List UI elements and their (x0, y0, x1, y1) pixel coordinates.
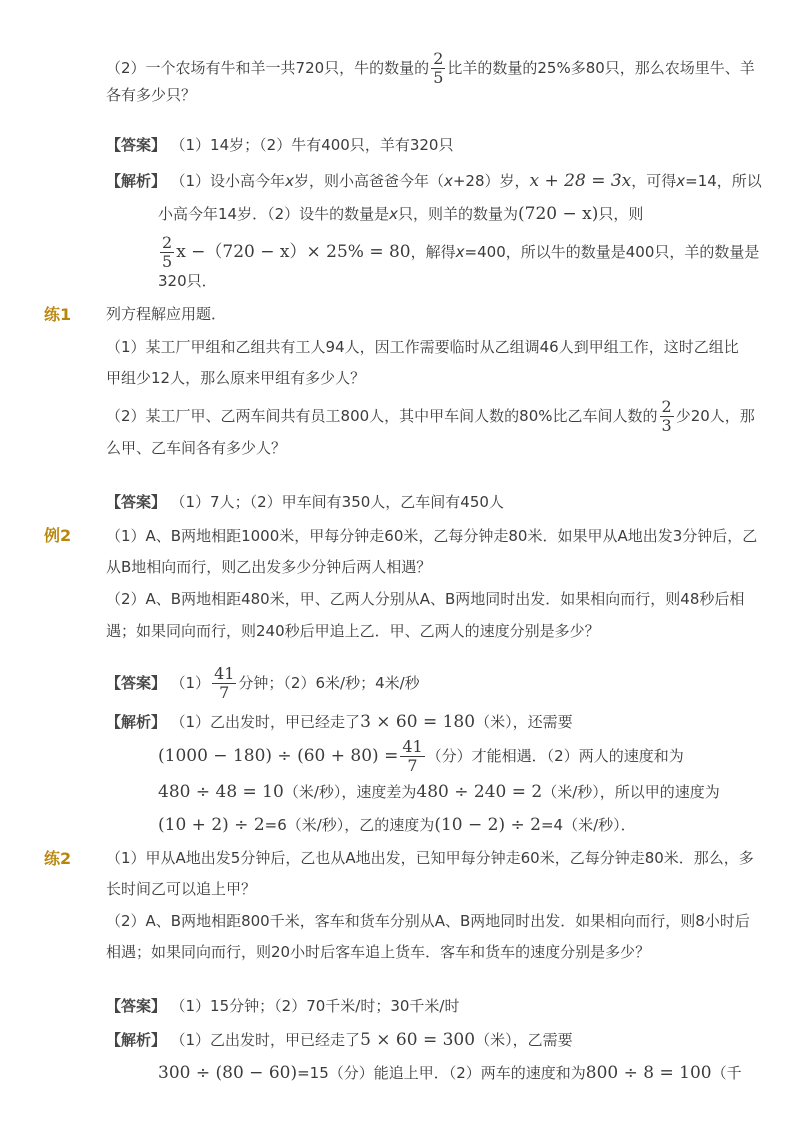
fraction: $\frac{2}{5}$ (433, 49, 444, 87)
li2-q1-line-2: 从B地相向而行，则乙出发多少分钟后两人相遇？ (106, 558, 432, 576)
explanation-1-line-4: 320只． (158, 272, 217, 290)
lian2-explanation-line-2: 300 ÷ (80 − 60)=15（分）能追上甲．（2）两车的速度和为800 ÷ 8 = 100（千 (158, 1063, 742, 1083)
lian2-answer: 【答案】 （1）15分钟；（2）70千米/时；30千米/时 (106, 997, 460, 1015)
lian2-q2-line-1: （2）A、B两地相距800千米，客车和货车分别从A、B两地同时出发．如果相向而行，则8小时后 (106, 912, 750, 930)
question-2-line-1: （2）一个农场有牛和羊一共720只，牛的数量的 $\frac{2}{5}$ 比羊的数量的25%多80只，那么农场里牛、羊 (106, 49, 755, 87)
question-2-line-2: 各有多少只？ (106, 86, 197, 104)
section-tag-lian2: 练2 (44, 849, 72, 868)
li2-explanation-line-2: (1000 − 180) ÷ (60 + 80) = $\frac{41}{7}$ （分）才能相遇．（2）两人的速度和为 (158, 737, 684, 775)
lian1-q2-line-2: 么甲、乙车间各有多少人？ (106, 439, 287, 457)
lian1-q1-line-2: 甲组少12人，那么原来甲组有多少人？ (106, 369, 366, 387)
explanation-1-line-2: 小高今年14岁．（2）设牛的数量是x只，则羊的数量为(720 − x)只，则 (158, 204, 644, 224)
explanation-1-line-1: 【解析】 （1）设小高今年x岁，则小高爸爸今年（x+28）岁，x + 28 = 3x，可得x=14，所以 (106, 171, 762, 191)
li2-explanation-line-1: 【解析】 （1）乙出发时，甲已经走了3 × 60 = 180（米），还需要 (106, 712, 573, 732)
section-tag-lian1: 练1 (44, 305, 72, 324)
li2-q2-line-2: 遇；如果同向而行，则240秒后甲追上乙．甲、乙两人的速度分别是多少？ (106, 622, 600, 640)
lian1-title: 列方程解应用题． (106, 305, 227, 323)
explanation-1-line-3: $\frac{2}{5}$ x −（720 − x）× 25% = 80，解得x=400，所以牛的数量是400只，羊的数量是 (162, 233, 760, 271)
lian2-q2-line-2: 相遇；如果同向而行，则20小时后客车追上货车．客车和货车的速度分别是多少？ (106, 943, 651, 961)
li2-q2-line-1: （2）A、B两地相距480米，甲、乙两人分别从A、B两地同时出发．如果相向而行，则48秒后相 (106, 590, 745, 608)
lian2-explanation-line-1: 【解析】 （1）乙出发时，甲已经走了5 × 60 = 300（米），乙需要 (106, 1030, 573, 1050)
lian1-q1-line-1: （1）某工厂甲组和乙组共有工人94人，因工作需要临时从乙组调46人到甲组工作，这时乙组比 (106, 338, 739, 356)
answer-1: 【答案】 （1）14岁；（2）牛有400只，羊有320只 (106, 136, 454, 154)
lian2-q1-line-1: （1）甲从A地出发5分钟后，乙也从A地出发，已知甲每分钟走60米，乙每分钟走80米．那么，多 (106, 849, 754, 867)
lian2-q1-line-2: 长时间乙可以追上甲？ (106, 880, 257, 898)
li2-explanation-line-3: 480 ÷ 48 = 10（米/秒），速度差为480 ÷ 240 = 2（米/秒），所以甲的速度为 (158, 782, 720, 802)
lian1-answer: 【答案】 （1）7人；（2）甲车间有350人，乙车间有450人 (106, 493, 504, 511)
li2-explanation-line-4: (10 + 2) ÷ 2=6（米/秒），乙的速度为(10 − 2) ÷ 2=4（米/秒）． (158, 815, 636, 835)
lian1-q2-line-1: （2）某工厂甲、乙两车间共有员工800人，其中甲车间人数的80%比乙车间人数的 $\frac{2}{3}$ 少20人，那 (106, 397, 755, 435)
li2-answer: 【答案】 （1） $\frac{41}{7}$ 分钟；（2）6米/秒；4米/秒 (106, 664, 420, 702)
li2-q1-line-1: （1）A、B两地相距1000米，甲每分钟走60米，乙每分钟走80米．如果甲从A地出发3分钟后，乙 (106, 527, 758, 545)
section-tag-li2: 例2 (44, 526, 72, 545)
